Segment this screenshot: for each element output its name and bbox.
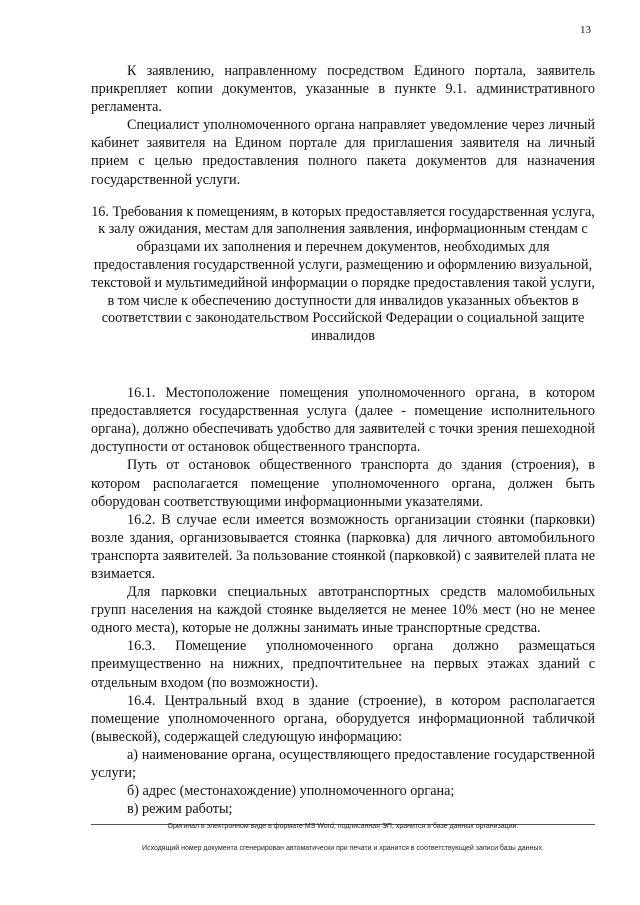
paragraph: Для парковки специальных автотранспортных средств маломобильных групп населения на каждой стоянке выделяется не менее 10% мест (но не менее одного места), которые не должны занимать иные транспортные средства.	[91, 584, 595, 637]
paragraph: 16.1. Местоположение помещения уполномоченного органа, в котором предоставляется государственная услуга (далее - помещение исполнительного органа), должно обеспечивать удобство для заявителей с точки зрения пешеходной доступности от остановок общественного транспорта.	[91, 385, 595, 456]
document-body	[91, 62, 595, 818]
footer-note-original: Оригинал в электронном виде в формате MS Word, подписанная ЭП, хранится в базе данных организации.	[167, 823, 519, 830]
paragraph: Специалист уполномоченного органа направляет уведомление через личный кабинет заявителя на Едином портале для приглашения заявителя на личный прием с целью предоставления полного пакета документов для назначения государственной услуги.	[91, 117, 595, 188]
list-item: а) наименование органа, осуществляющего предоставление государственной услуги;	[91, 746, 595, 781]
page-number: 13	[580, 24, 591, 36]
paragraph: 16.3. Помещение уполномоченного органа должно размещаться преимущественно на нижних, предпочтительнее на первых этажах зданий с отдельным входом (по возможности).	[91, 638, 595, 691]
spacer	[91, 346, 595, 384]
footer-note-number: Исходящий номер документа сгенерирован автоматически при печати и хранится в соответствующей записи базы данных.	[142, 845, 544, 852]
list-item: б) адрес (местонахождение) уполномоченного органа;	[127, 783, 455, 800]
section-heading: 16. Требования к помещениям, в которых предоставляется государственная услуга, к залу ожидания, местам для заполнения заявления, информационным стендам с образцами их заполнения и перечнем документов, необходимых для предоставления государственной услуги, размещению и оформлению визуальной, текстовой и мультимедийной информации о порядке предоставления такой услуги, в том числе к обеспечению доступности для инвалидов указанных объектов в соответствии с законодательством Российской Федерации о социальной защите инвалидов	[91, 203, 595, 345]
paragraph: 16.2. В случае если имеется возможность организации стоянки (парковки) возле здания, организовывается стоянка (парковка) для личного автомобильного транспорта заявителей. За пользование стоянкой (парковкой) с заявителей плата не взимается.	[91, 511, 595, 582]
list-item: в) режим работы;	[127, 801, 233, 818]
paragraph: Путь от остановок общественного транспорта до здания (строения), в котором располагается помещение уполномоченного органа, должен быть оборудован соответствующими информационными указателями.	[91, 457, 595, 510]
paragraph: К заявлению, направленному посредством Единого портала, заявитель прикрепляет копии документов, указанные в пункте 9.1. административного регламента.	[91, 63, 595, 116]
paragraph: 16.4. Центральный вход в здание (строение), в котором располагается помещение уполномоченного органа, оборудуется информационной табличкой (вывеской), содержащей следующую информацию:	[91, 692, 595, 745]
